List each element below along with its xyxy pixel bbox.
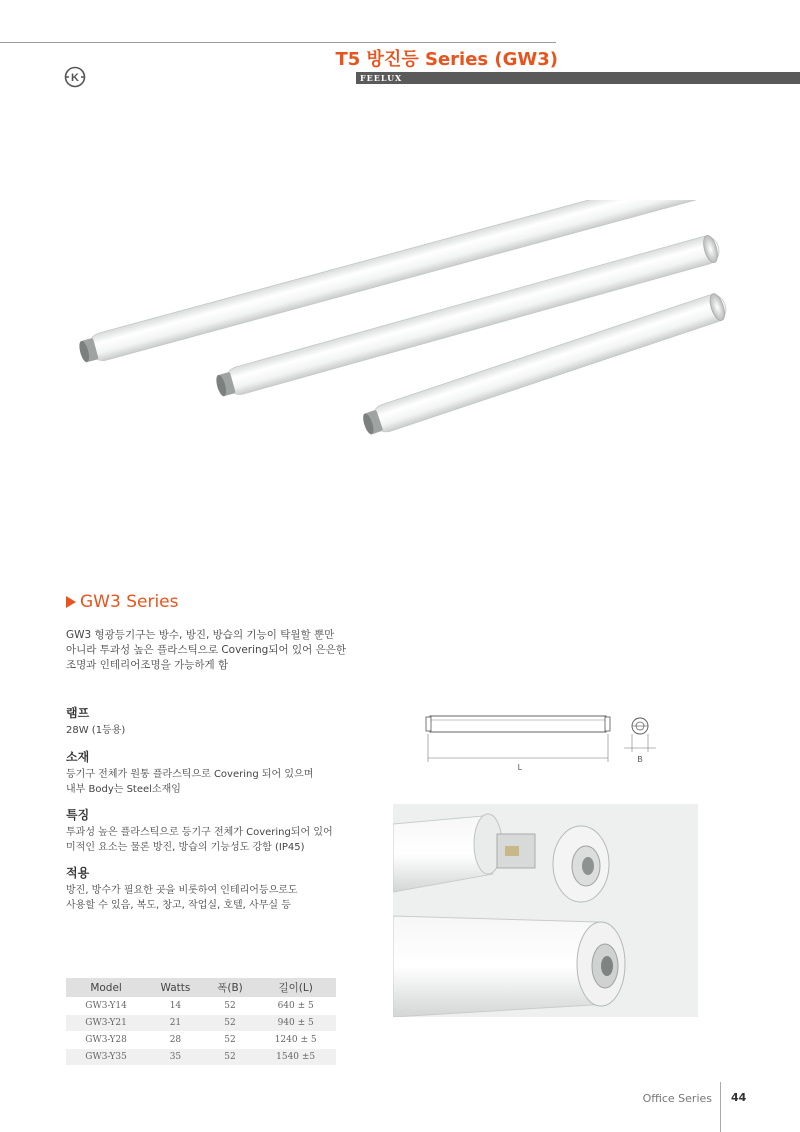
brand-name: FEELUX (360, 73, 403, 83)
spec-material (66, 748, 366, 797)
width-label: B (637, 755, 643, 764)
intro-paragraph (66, 628, 366, 673)
spec-text: 28W (1등용) (66, 725, 126, 736)
detail-photo (393, 804, 698, 1017)
table-header-cell: Model (66, 978, 146, 998)
table-header-cell: 폭(B) (205, 978, 256, 998)
footer-divider (720, 1082, 721, 1132)
tube-short (360, 291, 729, 438)
section-title-text: GW3 Series (80, 592, 179, 612)
intro-line: 조명과 인테리어조명을 가능하게 함 (66, 659, 229, 671)
table-cell: 52 (205, 1049, 256, 1066)
spec-text: 사용할 수 있음, 복도, 창고, 작업실, 호텔, 사무실 등 (66, 900, 291, 911)
table-cell: 14 (146, 998, 205, 1015)
table-row (66, 998, 336, 1015)
intro-line: 아니라 투과성 높은 플라스틱으로 Covering되어 있어 은은한 (66, 644, 347, 656)
table-cell: GW3-Y35 (66, 1049, 146, 1066)
table-cell: 52 (205, 1015, 256, 1032)
length-label: L (517, 763, 523, 772)
spec-text: 투과성 높은 플라스틱으로 등기구 전체가 Covering되어 있어 (66, 827, 333, 838)
spec-text: 등기구 전체가 원통 플라스틱으로 Covering 되어 있으며 (66, 769, 314, 780)
table-row (66, 1032, 336, 1049)
table-cell: 640 ± 5 (255, 998, 336, 1015)
table-row (66, 1049, 336, 1066)
spec-text: 방진, 방수가 필요한 곳을 비롯하여 인테리어등으로도 (66, 885, 298, 896)
table-cell: GW3-Y21 (66, 1015, 146, 1032)
table-cell: 52 (205, 1032, 256, 1049)
table-cell: 52 (205, 998, 256, 1015)
table-cell: 28 (146, 1032, 205, 1049)
table-header-cell: Watts (146, 978, 205, 998)
section-title (66, 592, 178, 612)
product-hero-image (70, 200, 750, 460)
table-cell: 940 ± 5 (255, 1015, 336, 1032)
table-cell: GW3-Y14 (66, 998, 146, 1015)
table-cell: 35 (146, 1049, 205, 1066)
page-number: 44 (731, 1091, 747, 1104)
spec-heading: 특징 (66, 808, 90, 822)
spec-heading: 소재 (66, 750, 90, 764)
table-header-cell: 길이(L) (255, 978, 336, 998)
spec-text: 내부 Body는 Steel소재임 (66, 784, 181, 795)
page-title: T5 방진등 Series (GW3) (335, 49, 558, 70)
table-row (66, 1015, 336, 1032)
spec-heading: 적용 (66, 866, 90, 880)
table-header-row (66, 978, 336, 998)
table-cell: 1240 ± 5 (255, 1032, 336, 1049)
logo-letter: K (71, 72, 79, 84)
dimension-diagram (420, 710, 680, 780)
header-rule (0, 42, 556, 43)
model-table (66, 978, 336, 1065)
spec-lamp (66, 704, 366, 738)
detail-photo-illustration (393, 804, 698, 1017)
table-cell: 21 (146, 1015, 205, 1032)
spec-features (66, 806, 366, 855)
footer-series-label: Office Series (642, 1092, 712, 1105)
spec-application (66, 864, 366, 913)
triangle-bullet-icon (66, 596, 76, 608)
spec-heading: 램프 (66, 706, 90, 720)
intro-line: GW3 형광등기구는 방수, 방진, 방습의 기능이 탁월할 뿐만 (66, 629, 335, 641)
table-cell: GW3-Y28 (66, 1032, 146, 1049)
spec-text: 미적인 요소는 물론 방진, 방습의 기능성도 강함 (IP45) (66, 842, 305, 853)
table-cell: 1540 ±5 (255, 1049, 336, 1066)
k-certification-logo-icon (64, 66, 86, 88)
brand-bar (356, 72, 800, 84)
